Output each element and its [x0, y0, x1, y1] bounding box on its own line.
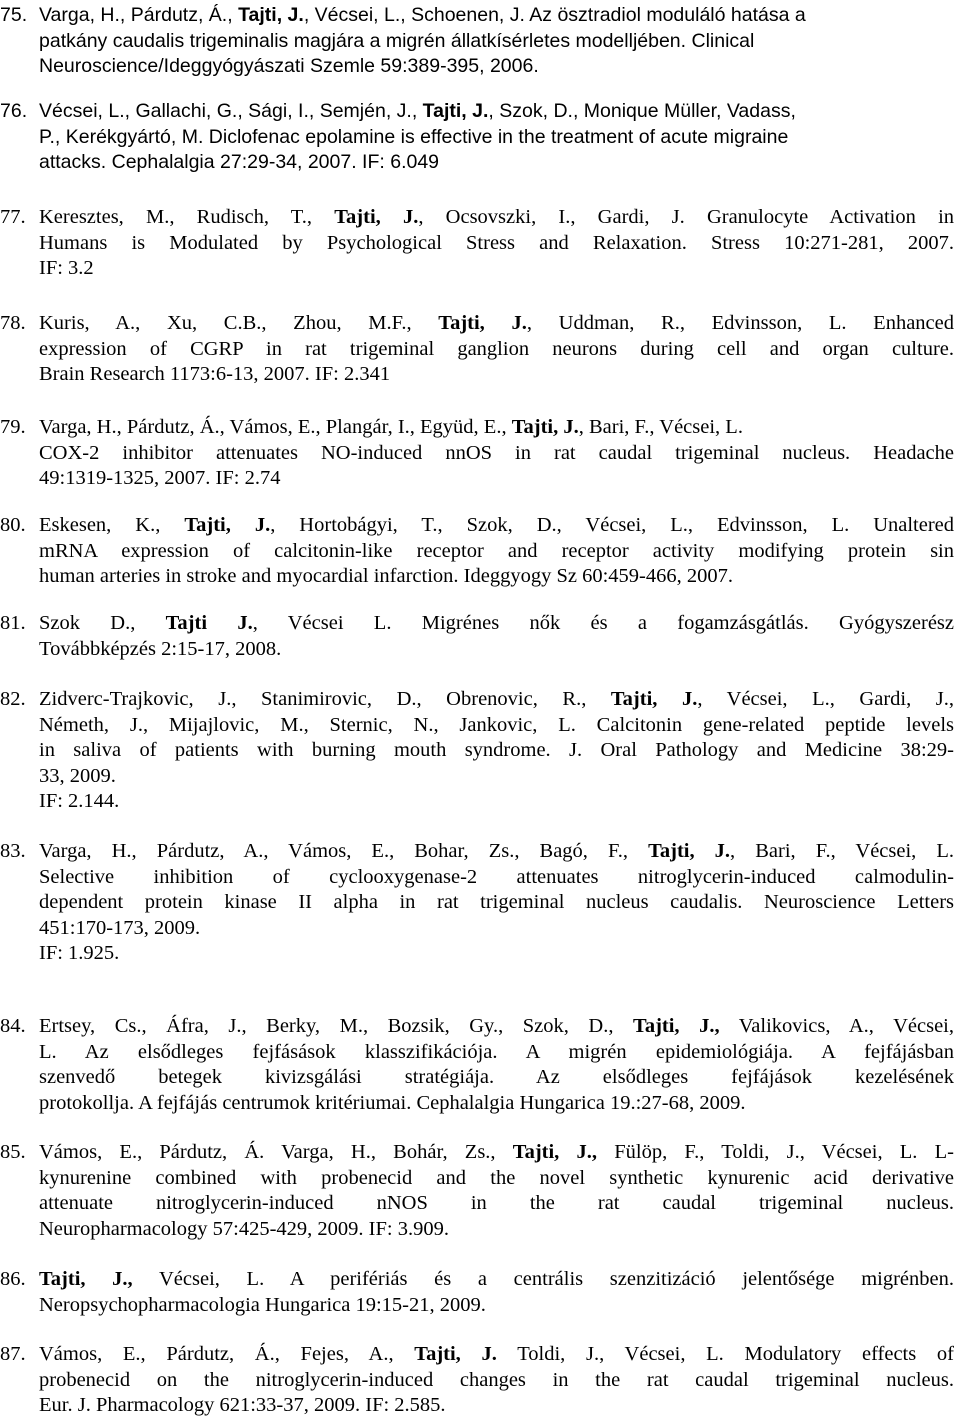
reference-line	[39, 441, 954, 467]
reference-text	[39, 1140, 954, 1242]
reference-segment: human arteries in stroke and myocardial infarction. Ideggyogy Sz 60:459-466, 2007.	[39, 565, 733, 587]
reference-segment: Ertsey, Cs., Áfra, J., Berky, M., Bozsik, Gy., Szok, D.,	[39, 1015, 634, 1037]
reference-segment: dependent protein kinase II alpha in rat trigeminal nucleus caudalis. Neuroscience Letters	[39, 891, 954, 913]
reference-segment: IF: 3.2	[39, 257, 94, 279]
reference-segment: 451:170-173, 2009.	[39, 916, 201, 939]
reference-text	[39, 839, 954, 967]
reference-line	[39, 1217, 954, 1243]
reference-segment: Németh, J., Mijajlovic, M., Sternic, N., Jankovic, L. Calcitonin gene-related peptide levels	[39, 713, 954, 736]
reference-line	[39, 713, 954, 739]
reference-line	[39, 1393, 954, 1419]
reference-segment: , Ocsovszki, I., Gardi, J. Granulocyte Activation in	[418, 206, 954, 228]
reference-segment: Varga, H., Párdutz, A., Vámos, E., Bohar, Zs., Bagó, F.,	[39, 840, 649, 862]
reference-line	[39, 1191, 954, 1217]
author-highlight: Tajti, J.,	[633, 1015, 720, 1037]
reference-line	[39, 466, 954, 492]
reference-text	[39, 687, 954, 815]
reference-line	[39, 205, 954, 231]
reference-segment: Selective inhibition of cyclooxygenase-2 attenuates nitroglycerin-induced calmodulin-	[39, 865, 954, 888]
reference-segment: COX-2 inhibitor attenuates NO-induced nnOS in rat caudal trigeminal nucleus. Headache	[39, 441, 954, 464]
reference-number: 80.	[0, 514, 26, 536]
reference-line	[39, 513, 954, 539]
reference-segment: Toldi, J., Vécsei, L. Modulatory effects of	[496, 1343, 954, 1365]
reference-line	[39, 1040, 954, 1066]
reference-number: 81.	[0, 612, 26, 634]
reference-segment: Neuropharmacology 57:425-429, 2009. IF: 3.909.	[39, 1217, 449, 1240]
reference-segment: Fülöp, F., Toldi, J., Vécsei, L. L-	[597, 1141, 954, 1163]
author-highlight: Tajti J.	[165, 612, 253, 634]
reference-line	[39, 256, 954, 282]
reference-segment: Eur. J. Pharmacology 621:33-37, 2009. IF: 2.585.	[39, 1394, 446, 1416]
reference-number: 86.	[0, 1268, 26, 1290]
reference-line	[39, 1014, 954, 1040]
reference-segment: Zidverc-Trajkovic, J., Stanimirovic, D., Obrenovic, R.,	[39, 688, 611, 710]
author-highlight: Tajti, J.	[184, 514, 271, 536]
reference-line	[39, 362, 954, 388]
reference-line	[39, 1267, 954, 1293]
reference-line	[39, 1140, 954, 1166]
reference-segment: IF: 1.925.	[39, 942, 120, 964]
reference-line	[39, 1091, 954, 1117]
reference-segment: Vámos, E., Párdutz, Á., Fejes, A.,	[39, 1343, 415, 1365]
reference-text	[39, 415, 954, 492]
reference-text	[39, 205, 954, 282]
reference-line	[39, 1342, 954, 1368]
reference-segment: Humans is Modulated by Psychological Stress and Relaxation. Stress 10:271-281, 2007.	[39, 231, 954, 254]
reference-segment: expression of CGRP in rat trigeminal ganglion neurons during cell and organ culture.	[39, 337, 954, 360]
reference-number: 77.	[0, 206, 26, 228]
author-highlight: Tajti, J.	[511, 416, 579, 438]
reference-segment: , Uddman, R., Edvinsson, L. Enhanced	[526, 312, 954, 334]
reference-line	[39, 637, 954, 663]
reference-segment: 33, 2009.	[39, 764, 116, 787]
reference-line	[39, 29, 954, 55]
reference-line	[39, 231, 954, 257]
reference-line	[39, 337, 954, 363]
reference-segment: in saliva of patients with burning mouth syndrome. J. Oral Pathology and Medicine 38:29-	[39, 739, 954, 761]
reference-number: 76.	[0, 100, 28, 122]
reference-line	[39, 738, 954, 764]
reference-segment: , Vécsei, L., Gardi, J.,	[697, 688, 954, 710]
author-highlight: Tajti, J.,	[39, 1268, 133, 1290]
reference-line	[39, 789, 954, 815]
reference-line	[39, 764, 954, 790]
author-highlight: Tajti, J.	[238, 4, 304, 26]
reference-segment: Kuris, A., Xu, C.B., Zhou, M.F.,	[39, 312, 439, 334]
reference-text	[39, 513, 954, 590]
reference-line	[39, 99, 954, 125]
reference-number: 85.	[0, 1141, 26, 1163]
reference-segment: , Vécsei L. Migrénes nők és a fogamzásgátlás. Gyógyszerész	[252, 612, 954, 634]
author-highlight: Tajti, J.	[414, 1343, 497, 1365]
reference-segment: L. Az elsődleges fejfásások klasszifikációja. A migrén epidemiológiája. A fejfájásban	[39, 1040, 954, 1063]
reference-segment: , Szok, D., Monique Müller, Vadass,	[488, 100, 796, 122]
reference-line	[39, 415, 954, 441]
reference-line	[39, 865, 954, 891]
reference-segment: protokollja. A fejfájás centrumok kritériumai. Cephalalgia Hungarica 19.:27-68, 2009.	[39, 1091, 746, 1114]
reference-line	[39, 916, 954, 942]
reference-number: 79.	[0, 416, 26, 438]
reference-segment: Továbbképzés 2:15-17, 2008.	[39, 637, 282, 660]
reference-segment: attenuate nitroglycerin-induced nNOS in the rat caudal trigeminal nucleus.	[39, 1192, 954, 1214]
reference-text	[39, 1342, 954, 1419]
reference-line	[39, 890, 954, 916]
reference-segment: Neuroscience/Ideggyógyászati Szemle 59:389-395, 2006.	[39, 55, 539, 77]
reference-segment: P., Kerékgyártó, M. Diclofenac epolamine is effective in the treatment of acute migraine	[39, 125, 789, 148]
reference-segment: Brain Research 1173:6-13, 2007. IF: 2.341	[39, 363, 391, 385]
reference-segment: Valikovics, A., Vécsei,	[719, 1015, 954, 1037]
reference-segment: Neropsychopharmacologia Hungarica 19:15-21, 2009.	[39, 1293, 486, 1316]
reference-segment: kynurenine combined with probenecid and the novel synthetic kynurenic acid derivative	[39, 1166, 954, 1189]
reference-segment: 49:1319-1325, 2007. IF: 2.74	[39, 467, 281, 489]
reference-line	[39, 1065, 954, 1091]
reference-segment: probenecid on the nitroglycerin-induced changes in the rat caudal trigeminal nucleus.	[39, 1368, 954, 1391]
reference-line	[39, 1368, 954, 1394]
reference-segment: attacks. Cephalalgia 27:29-34, 2007. IF: 6.049	[39, 151, 440, 173]
reference-line	[39, 539, 954, 565]
reference-line	[39, 839, 954, 865]
reference-text	[39, 1014, 954, 1116]
author-highlight: Tajti, J.	[334, 206, 419, 228]
reference-line	[39, 1166, 954, 1192]
reference-line	[39, 311, 954, 337]
reference-segment: , Hortobágyi, T., Szok, D., Vécsei, L., Edvinsson, L. Unaltered	[270, 514, 954, 536]
author-highlight: Tajti, J.	[648, 840, 731, 862]
reference-line	[39, 125, 954, 151]
reference-number: 83.	[0, 840, 26, 862]
reference-segment: Vécsei, L. A perifériás és a centrális szenzitizáció jelentősége migrénben.	[132, 1268, 954, 1290]
reference-line	[39, 150, 954, 176]
author-highlight: Tajti, J.	[438, 312, 527, 334]
reference-line	[39, 1293, 954, 1319]
reference-line	[39, 687, 954, 713]
reference-number: 75.	[0, 4, 28, 26]
reference-line	[39, 611, 954, 637]
reference-segment: Keresztes, M., Rudisch, T.,	[39, 206, 335, 228]
reference-segment: Vécsei, L., Gallachi, G., Sági, I., Semjén, J.,	[39, 100, 423, 122]
reference-segment: Varga, H., Párdutz, Á., Vámos, E., Plangár, I., Együd, E.,	[39, 416, 512, 438]
reference-line	[39, 564, 954, 590]
author-highlight: Tajti, J.	[422, 100, 489, 122]
reference-number: 78.	[0, 312, 26, 334]
author-highlight: Tajti, J.	[610, 688, 698, 710]
reference-line	[39, 54, 954, 80]
reference-text	[39, 311, 954, 388]
reference-segment: , Bari, F., Vécsei, L.	[578, 416, 743, 438]
reference-text	[39, 1267, 954, 1318]
reference-number: 82.	[0, 688, 26, 710]
reference-segment: , Bari, F., Vécsei, L.	[730, 840, 954, 862]
reference-segment: patkány caudalis trigeminalis magjára a migrén állatkísérletes modelljében. Clinical	[39, 29, 755, 52]
reference-number: 84.	[0, 1015, 26, 1037]
reference-segment: , Vécsei, L., Schoenen, J. Az ösztradiol moduláló hatása a	[303, 4, 806, 26]
reference-text	[39, 3, 954, 80]
reference-number: 87.	[0, 1343, 26, 1365]
reference-segment: Varga, H., Párdutz, Á.,	[39, 4, 239, 26]
reference-text	[39, 99, 954, 176]
reference-segment: Szok D.,	[39, 612, 166, 634]
reference-segment: Vámos, E., Párdutz, Á. Varga, H., Bohár, Zs.,	[39, 1141, 513, 1163]
reference-line	[39, 941, 954, 967]
reference-segment: mRNA expression of calcitonin-like receptor and receptor activity modifying protein sin	[39, 539, 954, 562]
reference-segment: IF: 2.144.	[39, 790, 120, 812]
reference-line	[39, 3, 954, 29]
author-highlight: Tajti, J.,	[512, 1141, 598, 1163]
reference-segment: szenvedő betegek kivizsgálási stratégiája. Az elsődleges fejfájások kezelésének	[39, 1066, 954, 1088]
reference-text	[39, 611, 954, 662]
reference-segment: Eskesen, K.,	[39, 514, 185, 536]
